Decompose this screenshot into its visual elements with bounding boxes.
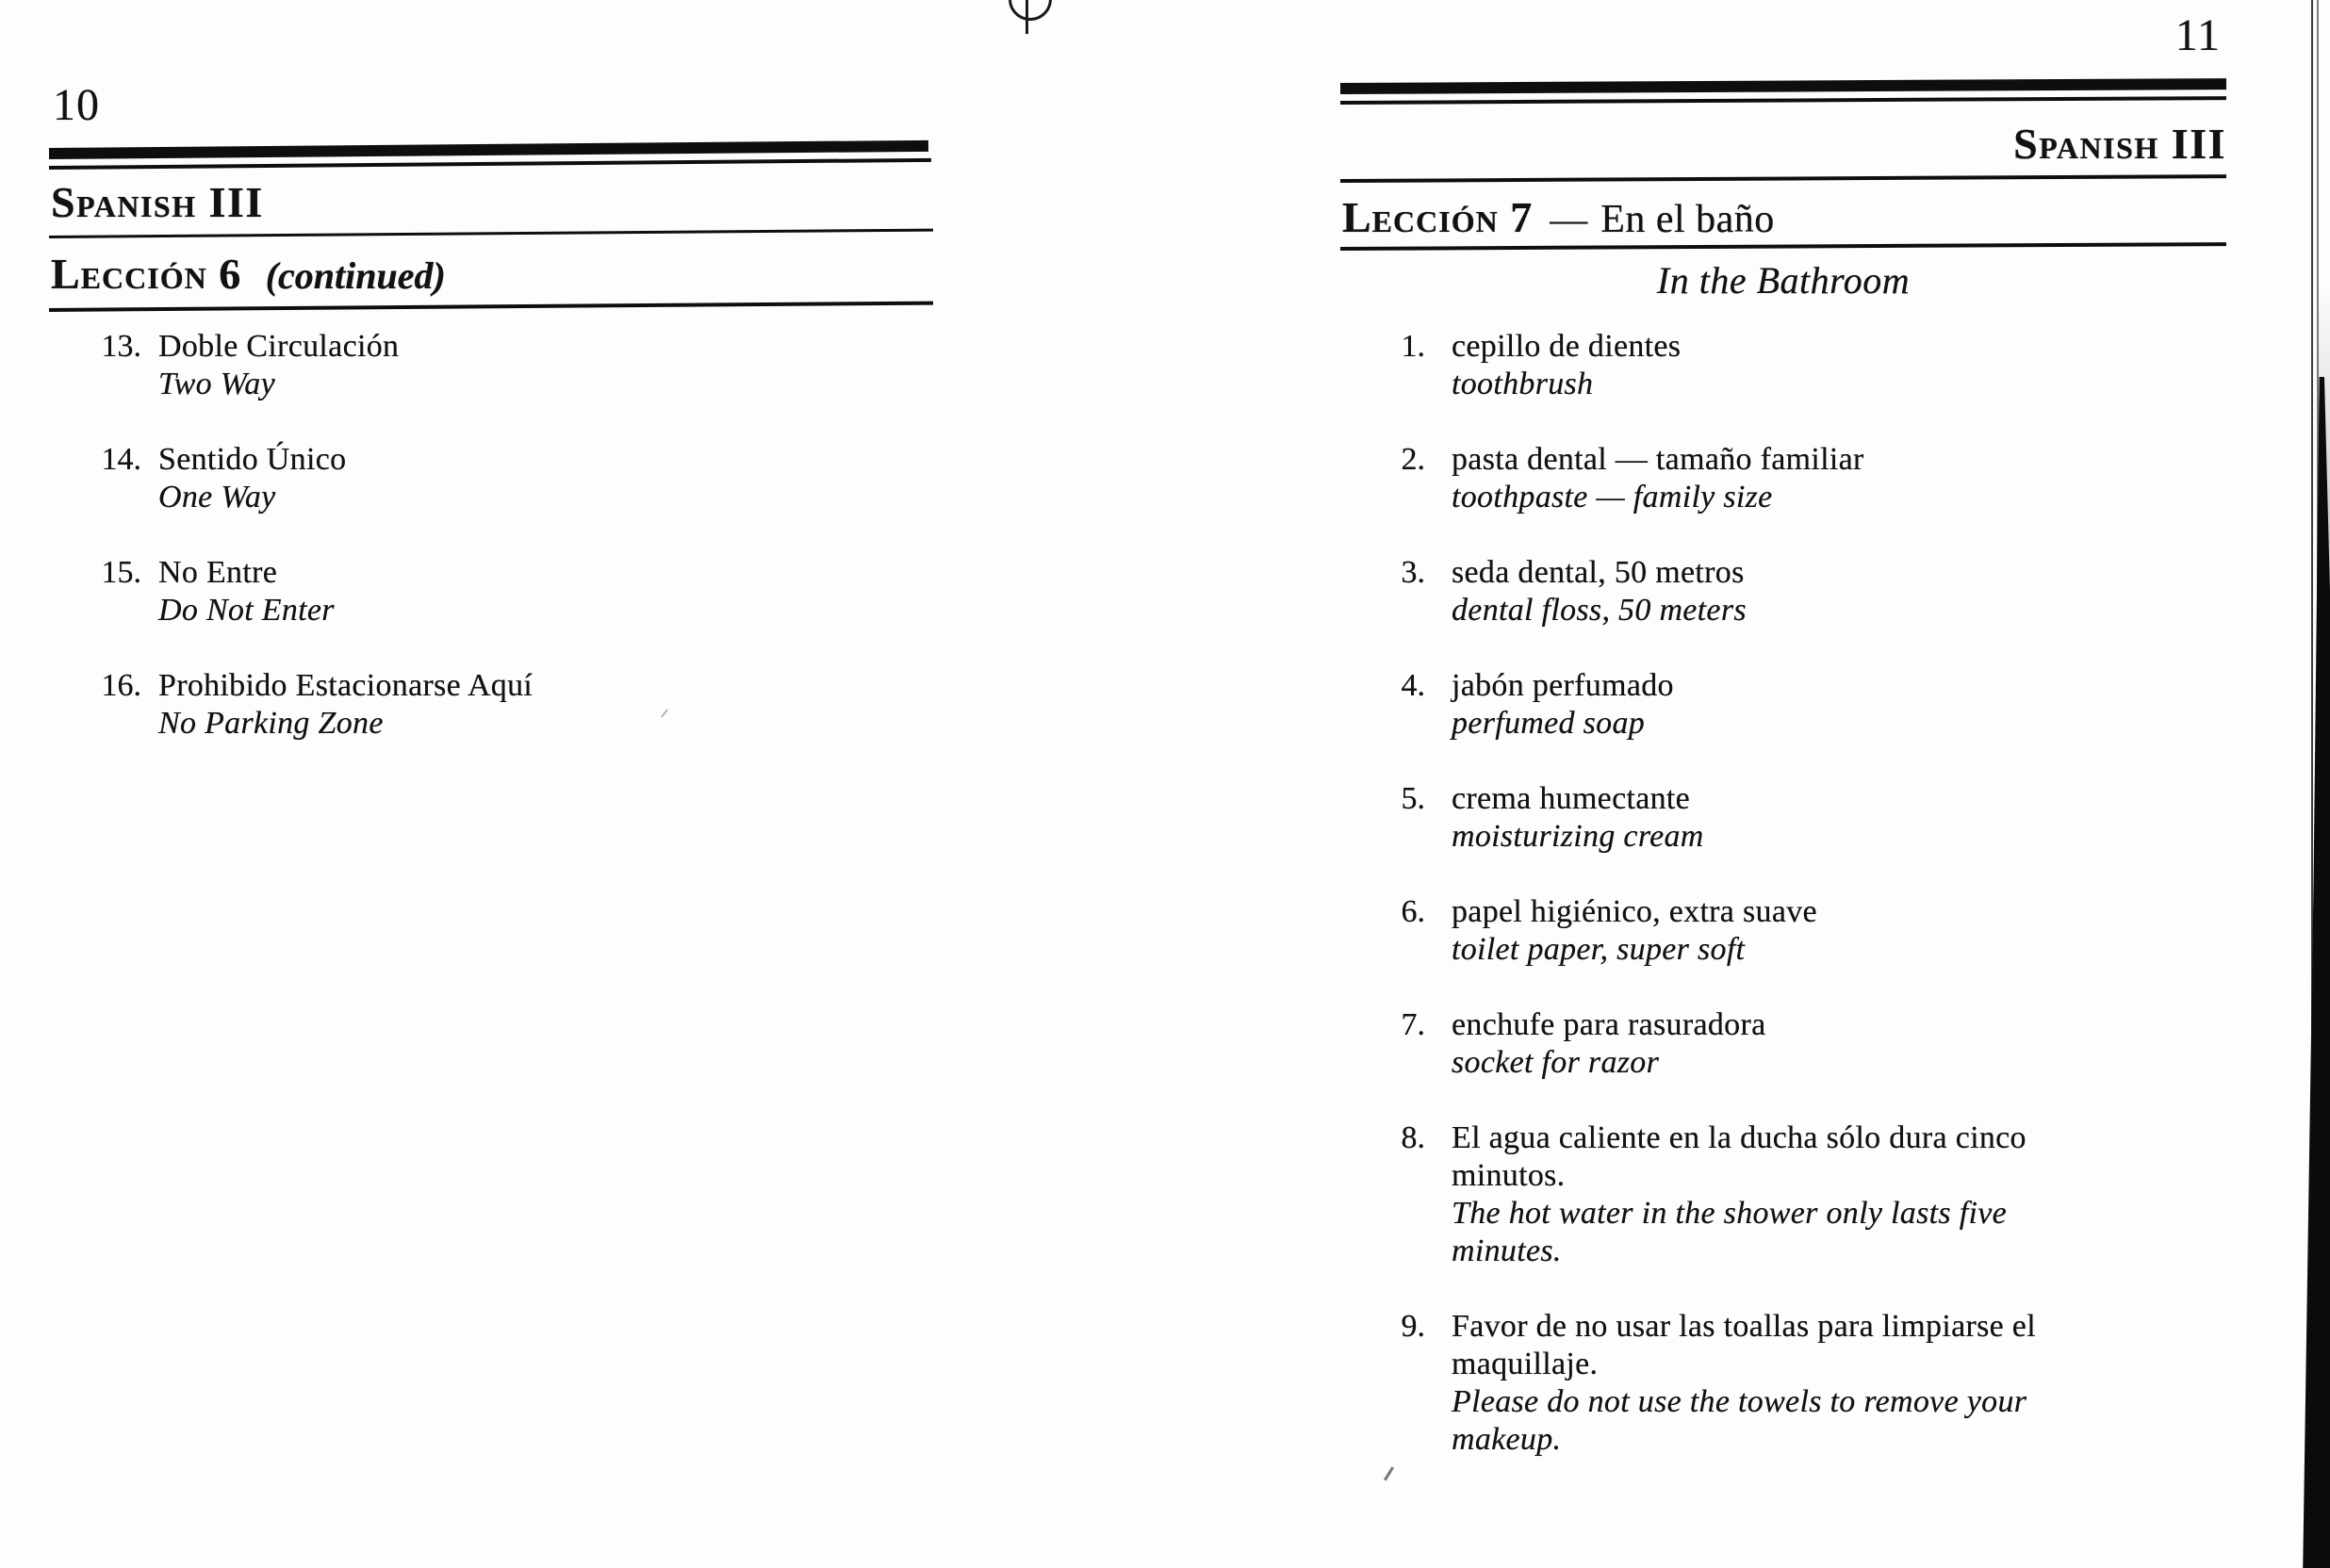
spanish-term: maquillaje.	[1452, 1347, 1599, 1381]
english-translation: Please do not use the towels to remove your	[1452, 1384, 2027, 1419]
lesson-heading	[51, 249, 446, 299]
item-number: 4.	[1401, 668, 1425, 703]
list-item	[1384, 780, 2036, 856]
item-number: 14.	[101, 442, 141, 477]
list-item	[1384, 441, 2036, 516]
list-item	[1384, 1308, 2036, 1459]
english-translation: toothbrush	[1452, 367, 1594, 401]
vocab-list	[1340, 328, 2036, 1496]
spanish-term: Prohibido Estacionarse Aquí	[158, 668, 533, 703]
spanish-term: pasta dental — tamaño familiar	[1452, 442, 1864, 477]
header-rule-thin	[1340, 96, 2226, 105]
list-item	[83, 554, 533, 629]
lesson-heading-label: Lección 7	[1342, 193, 1534, 241]
list-item	[1384, 893, 2036, 969]
spanish-term: seda dental, 50 metros	[1452, 555, 1745, 590]
header-rule-thick	[49, 140, 928, 159]
english-translation: moisturizing cream	[1452, 819, 1704, 854]
lesson-heading	[1342, 192, 1775, 242]
item-number: 6.	[1401, 894, 1425, 929]
english-translation: toilet paper, super soft	[1452, 932, 1746, 967]
spanish-term: No Entre	[158, 555, 278, 590]
spanish-term: crema humectante	[1452, 781, 1691, 816]
english-translation: toothpaste — family size	[1452, 480, 1773, 514]
lesson-heading-subtitle: (continued)	[265, 254, 446, 297]
spanish-term: Favor de no usar las toallas para limpiarse el	[1452, 1309, 2036, 1344]
scan-speck	[661, 709, 668, 717]
lesson-title-spanish: En el baño	[1600, 198, 1775, 241]
header-rule-thick	[1340, 78, 2226, 94]
english-translation: makeup.	[1452, 1422, 1562, 1457]
english-translation: No Parking Zone	[158, 706, 384, 741]
registration-mark	[1009, 0, 1052, 21]
spanish-term: minutos.	[1452, 1158, 1566, 1193]
english-translation: Two Way	[158, 367, 275, 401]
english-translation: socket for razor	[1452, 1045, 1660, 1080]
english-translation: The hot water in the shower only lasts five	[1452, 1196, 2007, 1231]
lesson-title-english: In the Bathroom	[1656, 259, 1911, 302]
english-translation: perfumed soap	[1452, 706, 1646, 741]
item-number: 1.	[1401, 329, 1425, 364]
spanish-term: papel higiénico, extra suave	[1452, 894, 1817, 929]
item-number: 3.	[1401, 555, 1425, 590]
item-number: 7.	[1401, 1007, 1425, 1042]
page-number: 10	[53, 80, 100, 130]
section-rule	[49, 229, 933, 238]
english-translation: Do Not Enter	[158, 593, 335, 628]
section-rule	[1340, 174, 2226, 183]
list-item	[1384, 1119, 2036, 1270]
page-binding-shadow	[2302, 377, 2330, 1568]
item-number: 8.	[1401, 1120, 1425, 1155]
course-title: Spanish III	[51, 178, 264, 226]
vocab-list	[49, 328, 533, 780]
section-rule	[1340, 242, 2226, 251]
lesson-heading-label: Lección 6	[51, 250, 242, 298]
list-item	[83, 441, 533, 516]
list-item	[1384, 667, 2036, 743]
list-item	[83, 667, 533, 743]
item-number: 5.	[1401, 781, 1425, 816]
spanish-term: El agua caliente en la ducha sólo dura cinco	[1452, 1120, 2026, 1155]
section-rule	[49, 302, 933, 312]
item-number: 13.	[101, 329, 141, 364]
spanish-term: Doble Circulación	[158, 329, 400, 364]
item-number: 9.	[1401, 1309, 1425, 1344]
list-item	[1384, 1006, 2036, 1082]
course-title: Spanish III	[2013, 120, 2226, 168]
registration-mark-stem	[1026, 0, 1028, 34]
lesson-heading-dash: —	[1550, 198, 1588, 240]
spanish-term: jabón perfumado	[1452, 668, 1674, 703]
english-translation: dental floss, 50 meters	[1452, 593, 1747, 628]
spanish-term: enchufe para rasuradora	[1452, 1007, 1766, 1042]
spanish-term: Sentido Único	[158, 442, 347, 477]
english-translation: One Way	[158, 480, 276, 514]
item-number: 2.	[1401, 442, 1425, 477]
item-number: 15.	[101, 555, 141, 590]
list-item	[1384, 328, 2036, 403]
list-item	[83, 328, 533, 403]
page-number: 11	[2174, 10, 2221, 60]
list-item	[1384, 554, 2036, 629]
spanish-term: cepillo de dientes	[1452, 329, 1682, 364]
english-translation: minutes.	[1452, 1233, 1562, 1268]
header-rule-thin	[49, 158, 931, 170]
item-number: 16.	[101, 668, 141, 703]
